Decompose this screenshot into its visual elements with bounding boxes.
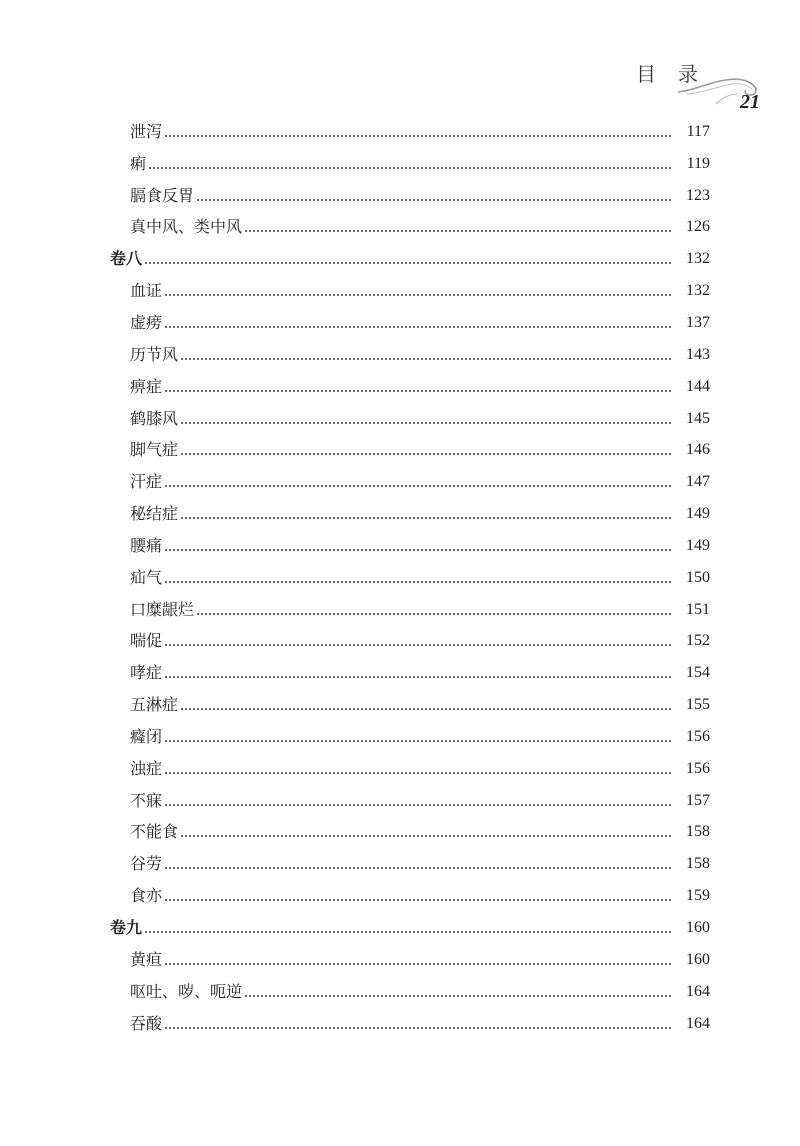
toc-entry-page: 159 xyxy=(686,887,710,905)
toc-entry[interactable] xyxy=(0,753,800,785)
toc-chapter-entry[interactable] xyxy=(0,243,800,275)
toc-entry-title: 黄疸 xyxy=(130,949,163,969)
dot-leader xyxy=(145,931,671,933)
toc-entry[interactable] xyxy=(0,466,800,498)
dot-leader xyxy=(181,422,671,424)
toc-entry-page: 150 xyxy=(686,568,710,586)
dot-leader xyxy=(165,740,671,742)
toc-entry-title: 脚气症 xyxy=(130,440,179,460)
toc-entry-page: 156 xyxy=(686,727,710,745)
toc-entry[interactable] xyxy=(0,785,800,817)
toc-entry[interactable] xyxy=(0,721,800,753)
toc-entry-page: 132 xyxy=(686,282,710,300)
toc-entry-page: 152 xyxy=(686,632,710,650)
toc-entry-page: 132 xyxy=(686,250,710,268)
running-header-title: 目录 xyxy=(636,62,720,86)
dot-leader xyxy=(165,867,671,869)
toc-entry-title: 泄泻 xyxy=(130,121,163,141)
toc-entry[interactable] xyxy=(0,657,800,689)
toc-entry-title: 血证 xyxy=(130,281,163,301)
dot-leader xyxy=(181,358,671,360)
toc-entry-page: 158 xyxy=(686,855,710,873)
dot-leader xyxy=(181,708,671,710)
toc-entry[interactable] xyxy=(0,339,800,371)
toc-entry-title: 吞酸 xyxy=(130,1013,163,1033)
toc-entry-title: 哮症 xyxy=(130,663,163,683)
toc-entry-title: 癃闭 xyxy=(130,726,163,746)
dot-leader xyxy=(165,135,671,137)
toc-entry-title: 真中风、类中风 xyxy=(130,217,243,237)
toc-entry[interactable] xyxy=(0,212,800,244)
toc-entry[interactable] xyxy=(0,880,800,912)
running-header xyxy=(0,0,800,120)
toc-entry-page: 123 xyxy=(686,186,710,204)
dot-leader xyxy=(149,167,671,169)
dot-leader xyxy=(165,899,671,901)
toc-entry-page: 119 xyxy=(686,154,710,172)
dot-leader xyxy=(181,835,671,837)
toc-entry[interactable] xyxy=(0,530,800,562)
toc-entry-page: 147 xyxy=(686,473,710,491)
dot-leader xyxy=(165,676,671,678)
toc-entry-title: 浊症 xyxy=(130,758,163,778)
toc-entry-page: 146 xyxy=(686,441,710,459)
toc-entry-page: 158 xyxy=(686,823,710,841)
toc-entry-title: 膈食反胃 xyxy=(130,185,195,205)
toc-entry-title: 痹症 xyxy=(130,376,163,396)
toc-entry-page: 126 xyxy=(686,218,710,236)
toc-entry[interactable] xyxy=(0,498,800,530)
toc-entry[interactable] xyxy=(0,403,800,435)
toc-entry-page: 160 xyxy=(686,950,710,968)
toc-entry-title: 汗症 xyxy=(130,472,163,492)
toc-entry[interactable] xyxy=(0,434,800,466)
toc-entry-page: 151 xyxy=(686,600,710,618)
toc-entry[interactable] xyxy=(0,371,800,403)
page-number: 21 xyxy=(740,91,760,113)
dot-leader xyxy=(197,199,671,201)
toc-entry-title: 呕吐、哕、呃逆 xyxy=(130,981,243,1001)
dot-leader xyxy=(165,963,671,965)
dot-leader xyxy=(165,804,671,806)
toc-entry-page: 156 xyxy=(686,759,710,777)
dot-leader xyxy=(165,294,671,296)
dot-leader xyxy=(165,549,671,551)
dot-leader xyxy=(245,230,671,232)
toc-entry-page: 149 xyxy=(686,536,710,554)
toc-entry-page: 157 xyxy=(686,791,710,809)
toc-entry-page: 160 xyxy=(686,919,710,937)
toc-entry-page: 155 xyxy=(686,696,710,714)
toc-entry-title: 疝气 xyxy=(130,567,163,587)
toc-entry-page: 154 xyxy=(686,664,710,682)
toc-entry-page: 137 xyxy=(686,313,710,331)
dot-leader xyxy=(165,485,671,487)
toc-entry-title: 不能食 xyxy=(130,822,179,842)
toc-entry[interactable] xyxy=(0,976,800,1008)
toc-entry-title: 虚痨 xyxy=(130,312,163,332)
toc-entry-page: 145 xyxy=(686,409,710,427)
table-of-contents xyxy=(0,116,800,1039)
toc-entry-title: 谷劳 xyxy=(130,854,163,874)
toc-entry[interactable] xyxy=(0,944,800,976)
dot-leader xyxy=(165,581,671,583)
dot-leader xyxy=(145,262,671,264)
toc-entry-page: 164 xyxy=(686,982,710,1000)
toc-entry-page: 143 xyxy=(686,345,710,363)
toc-entry-title: 五淋症 xyxy=(130,695,179,715)
toc-entry[interactable] xyxy=(0,275,800,307)
toc-entry-title: 口糜龈烂 xyxy=(130,599,195,619)
dot-leader xyxy=(181,517,671,519)
toc-entry[interactable] xyxy=(0,594,800,626)
dot-leader xyxy=(165,772,671,774)
toc-entry-title: 卷九 xyxy=(110,918,143,938)
dot-leader xyxy=(165,644,671,646)
toc-entry-title: 鹤膝风 xyxy=(130,408,179,428)
toc-entry[interactable] xyxy=(0,562,800,594)
toc-entry[interactable] xyxy=(0,148,800,180)
dot-leader xyxy=(165,326,671,328)
toc-entry-title: 喘促 xyxy=(130,631,163,651)
dot-leader xyxy=(197,613,671,615)
toc-entry[interactable] xyxy=(0,116,800,148)
dot-leader xyxy=(165,390,671,392)
toc-entry[interactable] xyxy=(0,307,800,339)
dot-leader xyxy=(181,453,671,455)
toc-entry[interactable] xyxy=(0,848,800,880)
toc-entry-title: 卷八 xyxy=(110,249,143,269)
toc-entry[interactable] xyxy=(0,1008,800,1040)
toc-entry-title: 历节风 xyxy=(130,344,179,364)
toc-entry-page: 149 xyxy=(686,505,710,523)
toc-entry[interactable] xyxy=(0,180,800,212)
dot-leader xyxy=(165,1027,671,1029)
toc-entry-title: 不寐 xyxy=(130,790,163,810)
toc-entry-title: 痢 xyxy=(130,153,147,173)
toc-entry[interactable] xyxy=(0,689,800,721)
toc-entry-title: 秘结症 xyxy=(130,504,179,524)
toc-entry-title: 腰痛 xyxy=(130,535,163,555)
toc-entry-page: 164 xyxy=(686,1014,710,1032)
toc-entry[interactable] xyxy=(0,817,800,849)
toc-entry-page: 117 xyxy=(686,122,710,140)
toc-entry[interactable] xyxy=(0,626,800,658)
toc-chapter-entry[interactable] xyxy=(0,912,800,944)
toc-entry-page: 144 xyxy=(686,377,710,395)
toc-entry-title: 食亦 xyxy=(130,886,163,906)
dot-leader xyxy=(245,995,671,997)
